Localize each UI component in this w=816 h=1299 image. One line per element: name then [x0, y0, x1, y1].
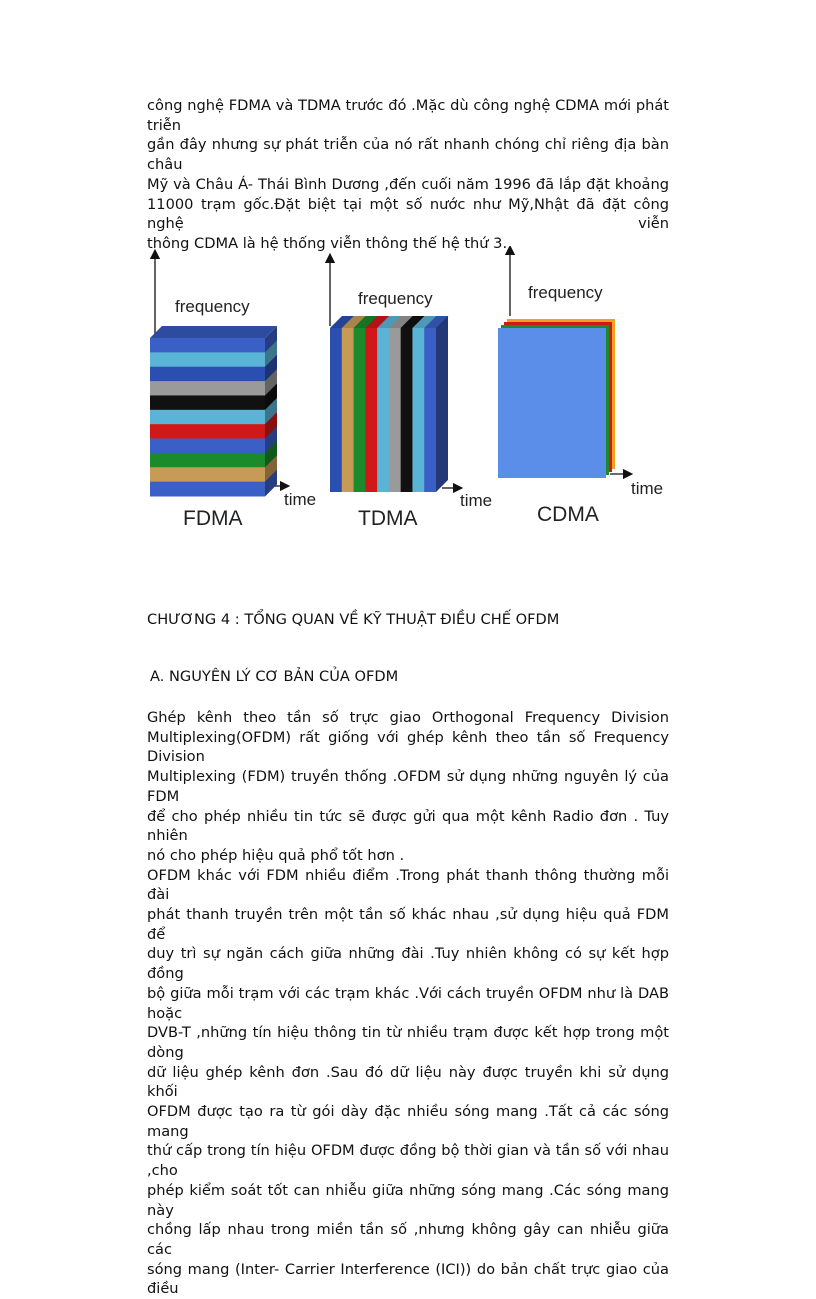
- frequency-axis-label: frequency: [175, 297, 250, 316]
- fdma-band: [150, 367, 265, 382]
- fdma-band: [150, 453, 265, 468]
- body-line: Ghép kênh theo tần số trực giao Orthogonal Frequency Division: [147, 709, 669, 726]
- body-line: duy trì sự ngăn cách giữa những đài .Tuy nhiên không có sự kết hợp đồng: [147, 945, 669, 983]
- chapter-title: CHƯƠNG 4 : TỔNG QUAN VỀ KỸ THUẬT ĐIỀU CHẾ OFDM: [147, 611, 560, 628]
- body-line: dữ liệu ghép kênh đơn .Sau đó dữ liệu này được truyền khi sử dụng khối: [147, 1063, 669, 1101]
- intro-line: gần đây nhưng sự phát triễn của nó rất nhanh chóng chỉ riêng địa bàn châu: [147, 136, 669, 174]
- cdma-label: CDMA: [537, 503, 599, 526]
- body-paragraph: [147, 708, 669, 1299]
- tdma-slot: [401, 328, 413, 492]
- multiple-access-figure: [140, 246, 680, 536]
- body-line: OFDM khác với FDM nhiều điểm .Trong phát thanh thông thường mỗi đài: [147, 866, 669, 904]
- fdma-label: FDMA: [183, 507, 243, 530]
- body-line: chồng lấp nhau trong miền tần số ,nhưng không gây can nhiễu giữa các: [147, 1221, 669, 1258]
- fdma-band: [150, 424, 265, 439]
- body-line: nó cho phép hiệu quả phổ tốt hơn .: [147, 846, 405, 864]
- body-line: phát thanh truyền trên một tần số khác nhau ,sử dụng hiệu quả FDM để: [147, 906, 669, 943]
- time-axis-label: time: [460, 491, 493, 510]
- body-line: bộ giữa mỗi trạm với các trạm khác .Với cách truyền OFDM như là DAB hoặc: [147, 984, 669, 1022]
- fdma-panel: [150, 254, 316, 530]
- cdma-code-block: [498, 319, 615, 478]
- fdma-band: [150, 338, 265, 353]
- fdma-frequency-bands: [150, 326, 277, 497]
- body-line: thứ cấp trong tín hiệu OFDM được đồng bộ thời gian và tần số với nhau ,cho: [147, 1142, 669, 1180]
- frequency-axis-label: frequency: [358, 289, 433, 308]
- fdma-band: [150, 467, 265, 482]
- cdma-panel: [498, 250, 663, 526]
- time-axis-label: time: [631, 479, 664, 498]
- tdma-slot: [389, 328, 401, 492]
- body-line: sóng mang (Inter- Carrier Interference (ICI)) do bản chất trực giao của điều: [147, 1260, 669, 1298]
- tdma-slot: [424, 328, 436, 492]
- tdma-slot: [365, 328, 377, 492]
- cdma-face: [498, 328, 606, 478]
- body-line: DVB-T ,những tín hiệu thông tin từ nhiều trạm được kết hợp trong một dòng: [147, 1024, 669, 1061]
- body-line: OFDM được tạo ra từ gói dày đặc nhiều sóng mang .Tất cả các sóng mang: [147, 1103, 669, 1140]
- frequency-axis-label: frequency: [528, 283, 603, 302]
- time-axis-label: time: [284, 490, 317, 509]
- tdma-slot: [354, 328, 366, 492]
- tdma-time-slots: [330, 316, 449, 492]
- tdma-slot: [330, 328, 342, 492]
- intro-line: Mỹ và Châu Á- Thái Bình Dương ,đến cuối năm 1996 đã lắp đặt khoảng: [147, 175, 669, 193]
- tdma-slot: [412, 328, 424, 492]
- fdma-band: [150, 381, 265, 396]
- fdma-band: [150, 439, 265, 454]
- intro-line: thông CDMA là hệ thống viễn thông thế hệ thứ 3.: [147, 234, 508, 252]
- tdma-panel: [330, 258, 492, 530]
- tdma-side-face: [436, 316, 448, 492]
- intro-paragraph: [147, 96, 669, 254]
- fdma-top-face: [150, 326, 277, 338]
- fdma-band: [150, 482, 265, 497]
- body-line: phép kiểm soát tốt can nhiễu giữa những sóng mang .Các sóng mang này: [147, 1181, 669, 1219]
- body-line: để cho phép nhiều tin tức sẽ được gửi qua một kênh Radio đơn . Tuy nhiên: [147, 807, 669, 845]
- intro-line: công nghệ FDMA và TDMA trước đó .Mặc dù công nghệ CDMA mới phát triễn: [147, 97, 669, 134]
- section-title: A. NGUYÊN LÝ CƠ BẢN CỦA OFDM: [150, 668, 399, 685]
- intro-line: 11000 trạm gốc.Đặt biệt tại một số nước như Mỹ,Nhật đã đặt công nghệ viễn: [147, 195, 669, 233]
- tdma-slot: [342, 328, 354, 492]
- tdma-slot: [377, 328, 389, 492]
- body-line: Multiplexing(OFDM) rất giống với ghép kênh theo tần số Frequency Division: [147, 728, 669, 766]
- fdma-band: [150, 395, 265, 410]
- tdma-label: TDMA: [358, 507, 418, 530]
- fdma-band: [150, 352, 265, 367]
- fdma-band: [150, 410, 265, 425]
- body-line: Multiplexing (FDM) truyền thống .OFDM sử dụng những nguyên lý của FDM: [147, 768, 669, 805]
